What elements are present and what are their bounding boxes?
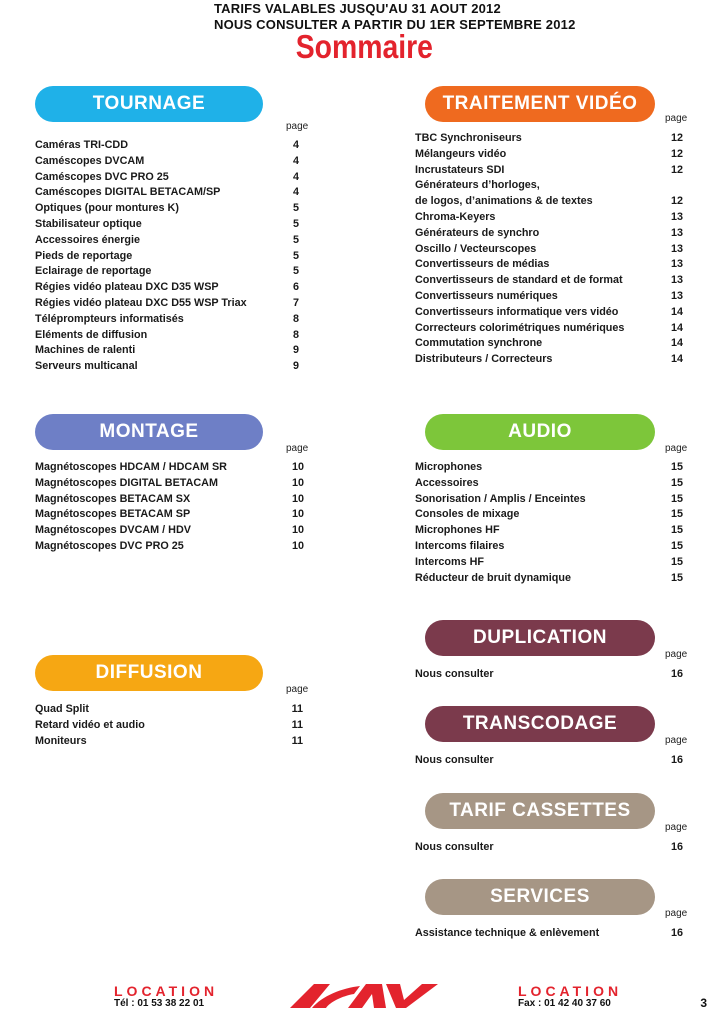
item-page: 13 bbox=[670, 289, 683, 302]
item-page: 16 bbox=[670, 668, 683, 680]
item-label: Serveurs multicanal bbox=[35, 360, 138, 373]
item-page: 15 bbox=[670, 555, 683, 568]
item-page: 10 bbox=[291, 539, 304, 552]
item-page: 4 bbox=[292, 186, 299, 199]
item-label: Assistance technique & enlèvement bbox=[415, 927, 600, 939]
footer-phone: Tél : 01 53 38 22 01 bbox=[114, 998, 205, 1009]
item-label: Régies vidéo plateau DXC D35 WSP bbox=[35, 281, 219, 294]
item-page: 11 bbox=[291, 718, 303, 731]
page-column-header: page bbox=[665, 443, 688, 454]
item-page: 5 bbox=[292, 233, 299, 246]
item-label: Convertisseurs informatique vers vidéo bbox=[415, 305, 619, 318]
item-label: Machines de ralenti bbox=[35, 344, 136, 357]
item-page: 8 bbox=[292, 328, 299, 341]
item-label: de logos, d’animations & de textes bbox=[415, 195, 593, 208]
item-label: Intercoms filaires bbox=[415, 539, 505, 552]
section-title-audio: AUDIO bbox=[425, 414, 655, 450]
item-page: 14 bbox=[670, 321, 683, 334]
page-column-header: page bbox=[286, 684, 309, 695]
item-page: 10 bbox=[291, 476, 304, 489]
item-label: Magnétoscopes BETACAM SX bbox=[35, 492, 191, 505]
item-label: Correcteurs colorimétriques numériques bbox=[415, 321, 625, 334]
item-page: 14 bbox=[670, 337, 683, 350]
item-label: Mélangeurs vidéo bbox=[415, 147, 507, 160]
item-page: 10 bbox=[291, 461, 304, 473]
item-label: Oscillo / Vecteurscopes bbox=[415, 242, 537, 255]
item-label: Caméscopes DVCAM bbox=[35, 154, 145, 167]
item-label: Nous consulter bbox=[415, 754, 494, 766]
item-label: Nous consulter bbox=[415, 668, 494, 680]
page-column-header: page bbox=[665, 113, 688, 124]
item-page: 6 bbox=[292, 281, 299, 294]
item-page: 11 bbox=[291, 734, 303, 747]
item-label: Accessoires bbox=[415, 476, 479, 489]
item-page: 15 bbox=[670, 461, 683, 473]
item-label: Caméscopes DIGITAL BETACAM/SP bbox=[35, 186, 221, 199]
validity-notice: TARIFS VALABLES JUSQU'AU 31 AOUT 2012 bbox=[214, 1, 501, 16]
item-label: Moniteurs bbox=[35, 734, 87, 747]
item-page: 10 bbox=[291, 524, 304, 537]
item-label: Régies vidéo plateau DXC D55 WSP Triax bbox=[35, 296, 247, 309]
item-label: Générateurs d’horloges, bbox=[415, 179, 540, 192]
item-page: 16 bbox=[670, 754, 683, 766]
item-label: TBC Synchroniseurs bbox=[415, 132, 522, 144]
item-page: 16 bbox=[670, 841, 683, 853]
footer-right-location: LOCATION bbox=[518, 983, 623, 999]
item-label: Magnétoscopes DVCAM / HDV bbox=[35, 524, 191, 537]
item-label: Commutation synchrone bbox=[415, 337, 543, 350]
item-label: Magnétoscopes BETACAM SP bbox=[35, 508, 191, 521]
section-title-duplication: DUPLICATION bbox=[425, 620, 655, 656]
item-page: 13 bbox=[670, 242, 683, 255]
item-page: 15 bbox=[670, 508, 683, 521]
item-label: Consoles de mixage bbox=[415, 508, 520, 521]
item-label: Convertisseurs de médias bbox=[415, 258, 550, 271]
item-page: 4 bbox=[292, 139, 299, 151]
item-page: 7 bbox=[292, 296, 299, 309]
item-label: Magnétoscopes HDCAM / HDCAM SR bbox=[35, 461, 227, 473]
item-label: Microphones HF bbox=[415, 524, 500, 537]
page-column-header: page bbox=[286, 443, 309, 454]
consult-notice: NOUS CONSULTER A PARTIR DU 1ER SEPTEMBRE 2012 bbox=[214, 17, 576, 32]
item-page: 14 bbox=[670, 353, 683, 366]
item-page: 13 bbox=[670, 258, 683, 271]
item-page: 11 bbox=[291, 703, 303, 715]
item-page: 5 bbox=[292, 265, 299, 278]
item-label: Générateurs de synchro bbox=[415, 226, 540, 239]
item-label: Caméscopes DVC PRO 25 bbox=[35, 170, 169, 183]
item-label: Incrustateurs SDI bbox=[415, 163, 505, 176]
item-page: 5 bbox=[292, 202, 299, 215]
footer-fax: Fax : 01 42 40 37 60 bbox=[518, 998, 611, 1009]
page-title: Sommaire bbox=[295, 28, 433, 65]
item-page: 14 bbox=[670, 305, 683, 318]
item-label: Chroma-Keyers bbox=[415, 210, 496, 223]
item-label: Réducteur de bruit dynamique bbox=[415, 571, 571, 584]
svg-text:SAV: SAV bbox=[362, 998, 364, 999]
item-label: Convertisseurs de standard et de format bbox=[415, 274, 623, 287]
company-logo bbox=[282, 978, 442, 1012]
page-column-header: page bbox=[286, 121, 309, 132]
item-page: 16 bbox=[670, 927, 683, 939]
item-page: 5 bbox=[292, 249, 299, 262]
item-page: 12 bbox=[670, 147, 683, 160]
section-title-transcodage: TRANSCODAGE bbox=[425, 706, 655, 742]
item-label: Téléprompteurs informatisés bbox=[35, 312, 184, 325]
item-label: Eclairage de reportage bbox=[35, 265, 152, 278]
item-label: Quad Split bbox=[35, 703, 89, 715]
item-page: 15 bbox=[670, 524, 683, 537]
item-page: 9 bbox=[292, 360, 299, 373]
section-title-montage: MONTAGE bbox=[35, 414, 263, 450]
item-page: 15 bbox=[670, 476, 683, 489]
item-page: 5 bbox=[292, 217, 299, 230]
item-page: 12 bbox=[670, 195, 683, 208]
item-label: Intercoms HF bbox=[415, 555, 484, 568]
page-column-header: page bbox=[665, 649, 688, 660]
item-label: Retard vidéo et audio bbox=[35, 718, 145, 731]
item-page: 15 bbox=[670, 571, 683, 584]
item-page: 10 bbox=[291, 508, 304, 521]
item-page: 9 bbox=[292, 344, 299, 357]
page-number: 3 bbox=[700, 996, 707, 1010]
item-page: 15 bbox=[670, 492, 683, 505]
footer-left-location: LOCATION bbox=[114, 983, 219, 999]
page-column-header: page bbox=[665, 822, 688, 833]
item-label: Sonorisation / Amplis / Enceintes bbox=[415, 492, 586, 505]
logo-graphic bbox=[282, 978, 442, 1012]
section-title-services: SERVICES bbox=[425, 879, 655, 915]
item-page: 12 bbox=[670, 132, 683, 144]
item-page: 8 bbox=[292, 312, 299, 325]
item-label: Stabilisateur optique bbox=[35, 217, 142, 230]
item-page: 12 bbox=[670, 163, 683, 176]
item-page: 13 bbox=[670, 226, 683, 239]
item-page: 13 bbox=[670, 210, 683, 223]
page-column-header: page bbox=[665, 908, 688, 919]
item-label: Convertisseurs numériques bbox=[415, 289, 558, 302]
item-label: Microphones bbox=[415, 461, 483, 473]
item-page: 4 bbox=[292, 154, 299, 167]
section-title-cassettes: TARIF CASSETTES bbox=[425, 793, 655, 829]
item-label: Optiques (pour montures K) bbox=[35, 202, 179, 215]
item-label: Pieds de reportage bbox=[35, 249, 133, 262]
item-label: Accessoires énergie bbox=[35, 233, 141, 246]
item-page: 10 bbox=[291, 492, 304, 505]
section-title-diffusion: DIFFUSION bbox=[35, 655, 263, 691]
page-column-header: page bbox=[665, 735, 688, 746]
section-title-traitement: TRAITEMENT VIDÉO bbox=[425, 86, 655, 122]
item-page: 15 bbox=[670, 539, 683, 552]
item-label: Magnétoscopes DIGITAL BETACAM bbox=[35, 476, 218, 489]
item-page: 13 bbox=[670, 274, 683, 287]
item-label: Caméras TRI-CDD bbox=[35, 139, 128, 151]
item-label: Nous consulter bbox=[415, 841, 494, 853]
item-label: Distributeurs / Correcteurs bbox=[415, 353, 553, 366]
section-title-tournage: TOURNAGE bbox=[35, 86, 263, 122]
item-label: Magnétoscopes DVC PRO 25 bbox=[35, 539, 184, 552]
item-label: Eléments de diffusion bbox=[35, 328, 148, 341]
item-page: 4 bbox=[292, 170, 299, 183]
